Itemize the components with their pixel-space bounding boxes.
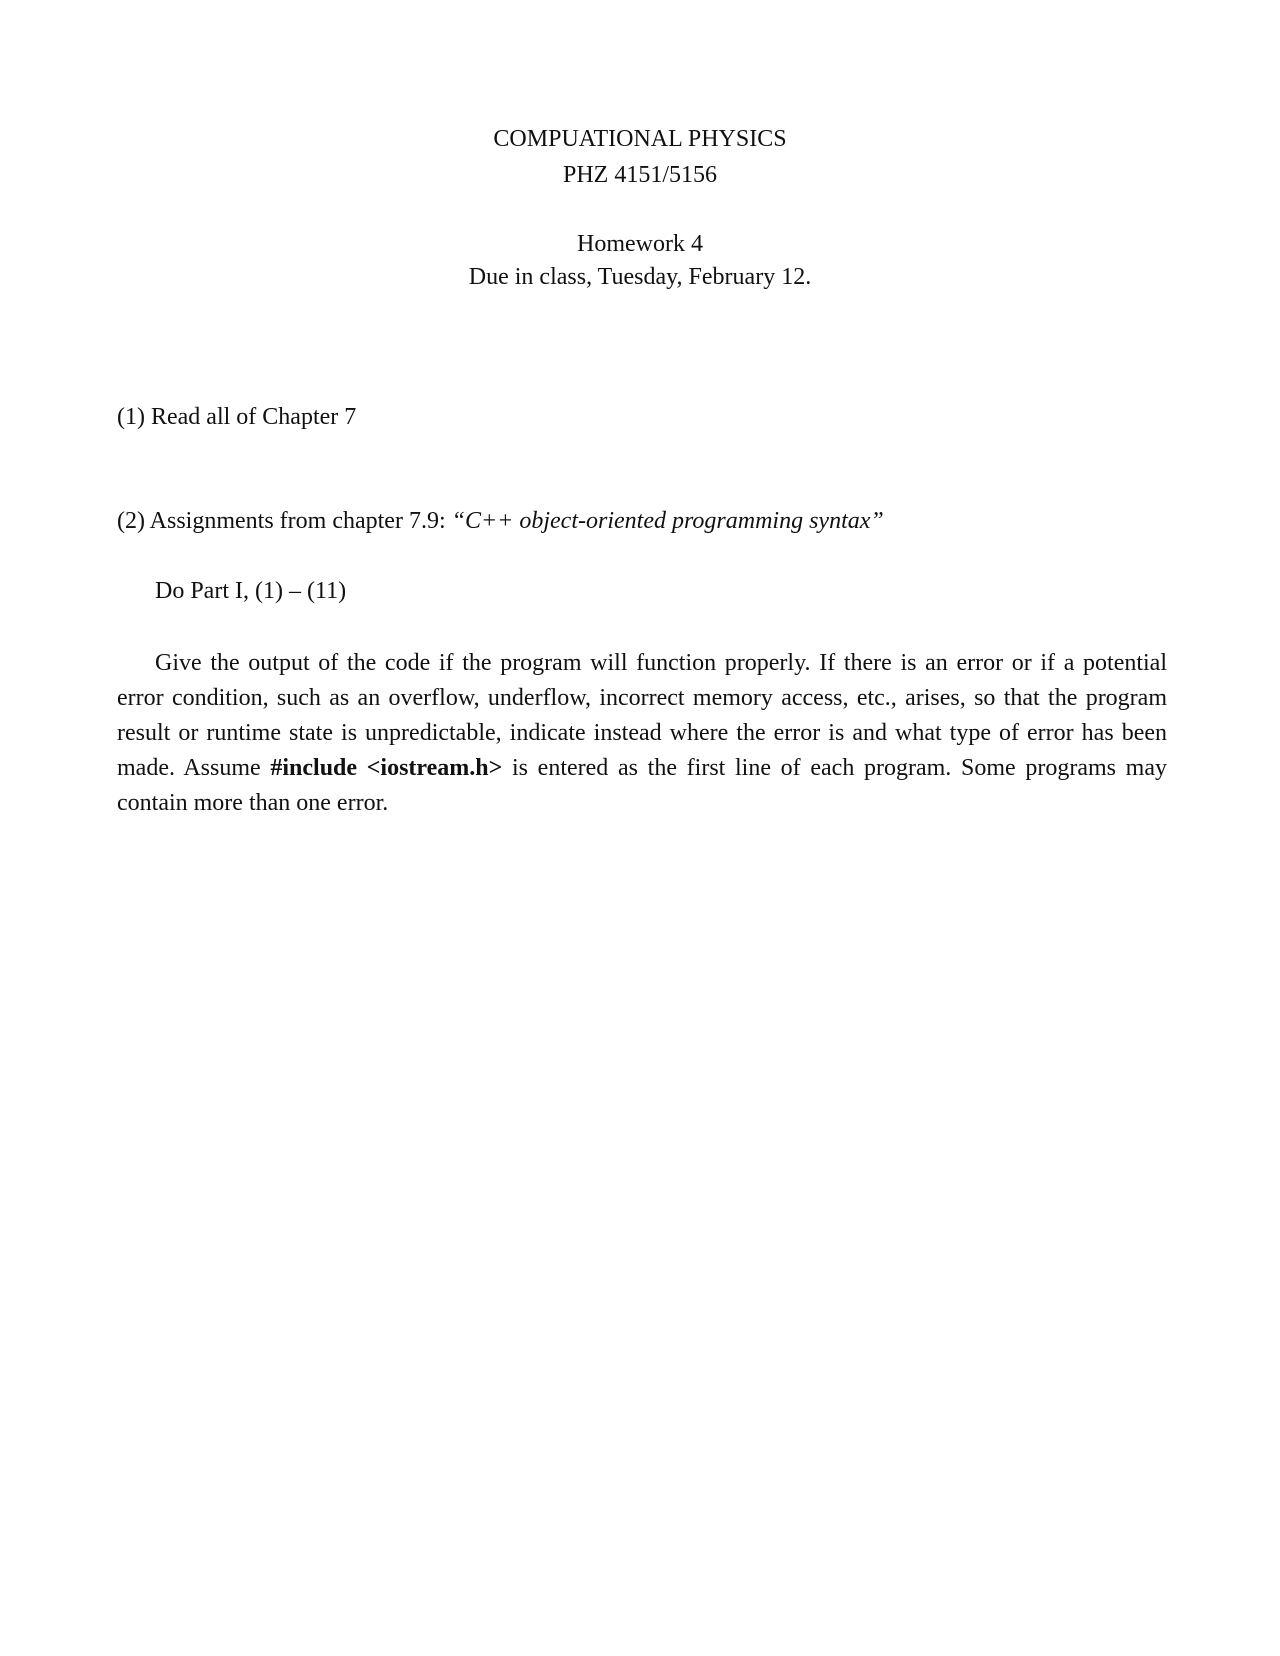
document-title: COMPUATIONAL PHYSICS [493,126,787,152]
instructions-line-4-post: is entered as the first line of each program. Some programs may [502,755,1167,781]
item-2-chapter-title: “C++ object-oriented programming syntax” [451,508,884,534]
instructions-paragraph [117,646,1167,821]
due-date: Due in class, Tuesday, February 12. [468,264,812,290]
item-2-prefix: (2) Assignments from chapter 7.9: [117,508,452,534]
include-directive: #include <iostream.h> [270,755,503,781]
item-1-read-chapter: (1) Read all of Chapter 7 [117,404,357,430]
instructions-line-4 [117,751,1167,786]
instructions-line-2: error condition, such as an overflow, underflow, incorrect memory access, etc., arises, so that the program [117,685,1167,711]
homework-heading: Homework 4 [577,231,703,257]
course-number: PHZ 4151/5156 [562,162,717,188]
instructions-line-4-pre: made. Assume [117,755,271,781]
item-2-assignments [117,506,884,536]
instructions-line-1: Give the output of the code if the program will function properly. If there is an error or if a potential [155,650,1167,676]
instructions-line-3: result or runtime state is unpredictable, indicate instead where the error is and what type of error has been [117,720,1167,746]
do-part-instruction: Do Part I, (1) – (11) [155,578,347,604]
instructions-line-5: contain more than one error. [117,790,389,816]
